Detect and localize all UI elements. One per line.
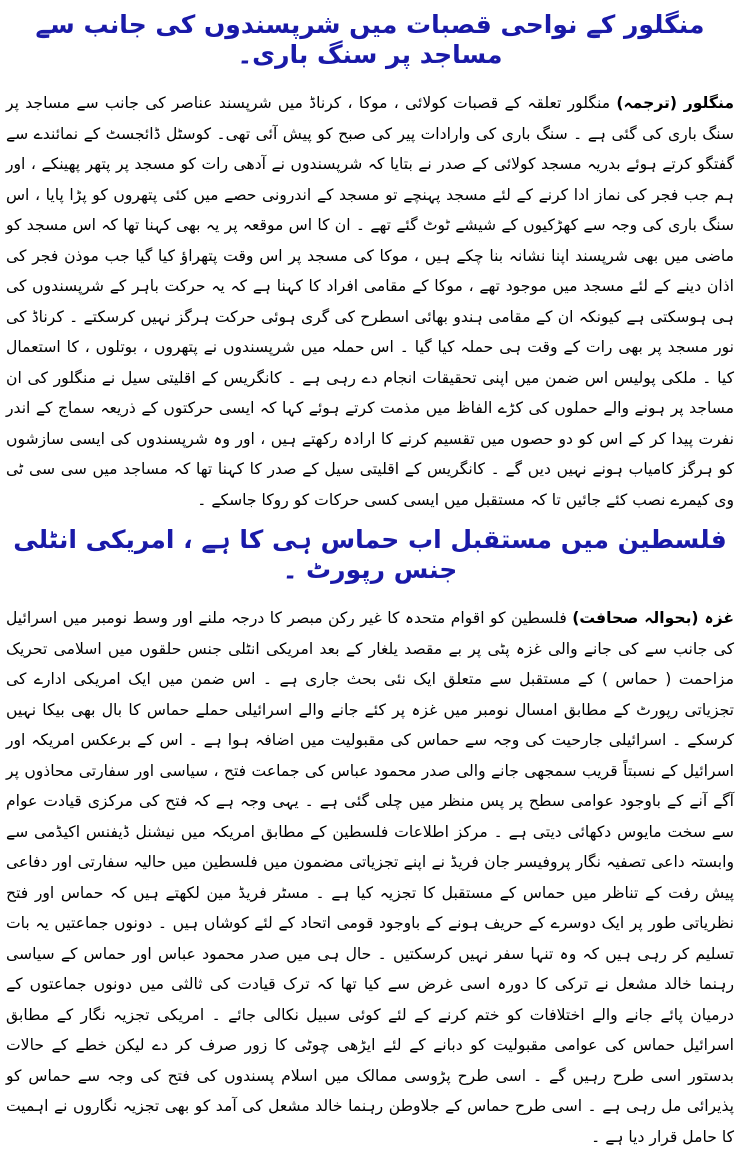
headline-mangalore: منگلور کے نواحی قصبات میں شرپسندوں کی جانب سے مساجد پر سنگ باری۔ [35,10,705,69]
article-body-mangalore [6,88,734,515]
body-text-palestine: فلسطین کو اقوام متحدہ کا غیر رکن مبصر کا درجہ ملنے اور وسط نومبر میں اسرائیل کی جانب سے کی جانے والی غزہ پٹی پر بے مقصد یلغار کے بعد امریکی انٹلی جنس حلقوں میں اسلامی تحریک مزاحمت ( حماس ) کے مستقبل سے متعلق ایک نئی بحث جاری ہے ۔ اس ضمن میں ایک امریکی ادارے کی تجزیاتی رپورٹ کے مطابق امسال نومبر میں غزہ پر کئے جانے والے اسرائیلی حملے حماس کا بال بھی بیکا نہیں کرسکے ۔ اسرائیلی جارحیت کی وجہ سے حماس کی مقبولیت میں اضافہ ہوا ہے ۔ اس کے برعکس امریکہ اور اسرائیل کے نسبتاً قریب سمجھی جانے والی صدر محمود عباس کی جماعت فتح ، سیاسی اور سفارتی محاذوں پر آگے آنے کے باوجود عوامی سطح پر پس منظر میں چلی گئی ہے ۔ یہی وجہ ہے کہ فتح کی مرکزی قیادت عوام سے سخت مایوس دکھائی دیتی ہے ۔ مرکز اطلاعات فلسطین کے مطابق امریکہ میں نیشنل ڈیفنس اکیڈمی سے وابستہ داعی تصفیہ نگار پروفیسر جان فریڈ نے اپنے تجزیاتی مضمون میں فلسطین میں حالیہ سفارتی اور دفاعی پیش رفت کے تناظر میں حماس کے مستقبل کا تجزیہ کیا ہے ۔ مسٹر فریڈ مین لکھتے ہیں کہ حماس اور فتح نظریاتی طور پر ایک دوسرے کے حریف ہونے کے باوجود قومی اتحاد کے لئے کوشاں ہیں ۔ دونوں جماعتیں یہ بات تسلیم کر رہی ہیں کہ وہ تنہا سفر نہیں کرسکتیں ۔ حال ہی میں صدر محمود عباس اور حماس کے سیاسی رہنما خالد مشعل نے ترکی کا دورہ اسی غرض سے کیا تھا کہ ترک قیادت کی ثالثی میں دونوں جماعتوں کے درمیان پائے جانے والے اختلافات کو ختم کرنے کے لئے کوئی سبیل نکالی جائے ۔ امریکی تجزیہ نگار کے مطابق اسرائیل حماس کی عوامی مقبولیت کو دبانے کے لئے ایڑھی چوٹی کا زور صرف کر دے لیکن خطے کے حالات بدستور اسی طرح رہیں گے ۔ اسی طرح پڑوسی ممالک میں اسلام پسندوں کی فتح کی وجہ سے حماس کو پذیرائی مل رہی ہے ۔ اسی طرح حماس کے جلاوطن رہنما خالد مشعل کی آمد کو بھی تجزیہ نگاروں نے اہمیت کا حامل قرار دیا ہے ۔ [6,609,734,1146]
article-mangalore-mosques [6,0,734,515]
headline-palestine: فلسطین میں مستقبل اب حماس ہی کا ہے ، امریکی انٹلی جنس رپورٹ ۔ [13,525,727,584]
dateline-mangalore: منگلور (ترجمہ) [616,94,734,112]
body-text-mangalore: منگلور تعلقہ کے قصبات کولائی ، موکا ، کرناڈ میں شرپسند عناصر کی جانب سے مساجد پر سنگ باری کی گئی ہے ۔ سنگ باری کی وارادات پیر کی صبح کو پیش آئی تھی۔ کوسٹل ڈائجسٹ کے نمائندے سے گفتگو کرتے ہوئے بدریہ مسجد کولائی کے صدر نے بتایا کہ شرپسندوں نے آدھی رات کو مسجد پر پتھر پھینکے ، اور ہم جب فجر کی نماز ادا کرنے کے لئے مسجد پہنچے تو مسجد کے اندرونی حصے میں کئی پتھروں کو پڑا پایا ، اس سنگ باری کی وجہ سے کھڑکیوں کے شیشے ٹوٹ گئے تھے ۔ ان کا اس موقعہ پر یہ بھی کہنا تھا کہ اس مسجد کو ماضی میں بھی شرپسند اپنا نشانہ بنا چکے ہیں ، موکا کی مسجد پر اس وقت پتھراؤ کیا گیا جب موذن فجر کی اذان دینے کے لئے مسجد میں موجود تھے ، موکا کے مقامی افراد کا کہنا ہے کہ یہ حرکت باہر کے شرپسندوں کی ہی ہوسکتی ہے کیونکہ ان کے مقامی ہندو بھائی اسطرح کی گری ہوئی حرکت ہرگز نہیں کرسکتے ۔ کرناڈ کی نور مسجد پر بھی رات کے وقت ہی حملہ کیا گیا ۔ اس حملہ میں شرپسندوں نے پتھروں ، بوتلوں ، کا استعمال کیا ۔ ملکی پولیس اس ضمن میں اپنی تحقیقات انجام دے رہی ہے ۔ کانگریس کے اقلیتی سیل نے منگلور کی ان مساجد پر ہونے والے حملوں کی کڑے الفاظ میں مذمت کرتے ہوئے کہا کہ ایسی حرکتوں کے ذریعہ سماج کے اندر نفرت پیدا کر کے اس کو دو حصوں میں تقسیم کرنے کا ارادہ رکھتے ہیں ، اور وہ شرپسندوں کی ایسی سازشوں کو ہرگز کامیاب ہونے نہیں دیں گے ۔ کانگریس کے اقلیتی سیل کے صدر کا کہنا تھا کہ مساجد میں سی سی ٹی وی کیمرے نصب کئے جائیں تا کہ مستقبل میں ایسی کسی حرکات کو روکا جاسکے ۔ [6,94,734,509]
dateline-gaza: غزہ (بحوالہ صحافت) [572,609,734,627]
article-body-palestine [6,603,734,1152]
article-palestine-hamas [6,515,734,1152]
